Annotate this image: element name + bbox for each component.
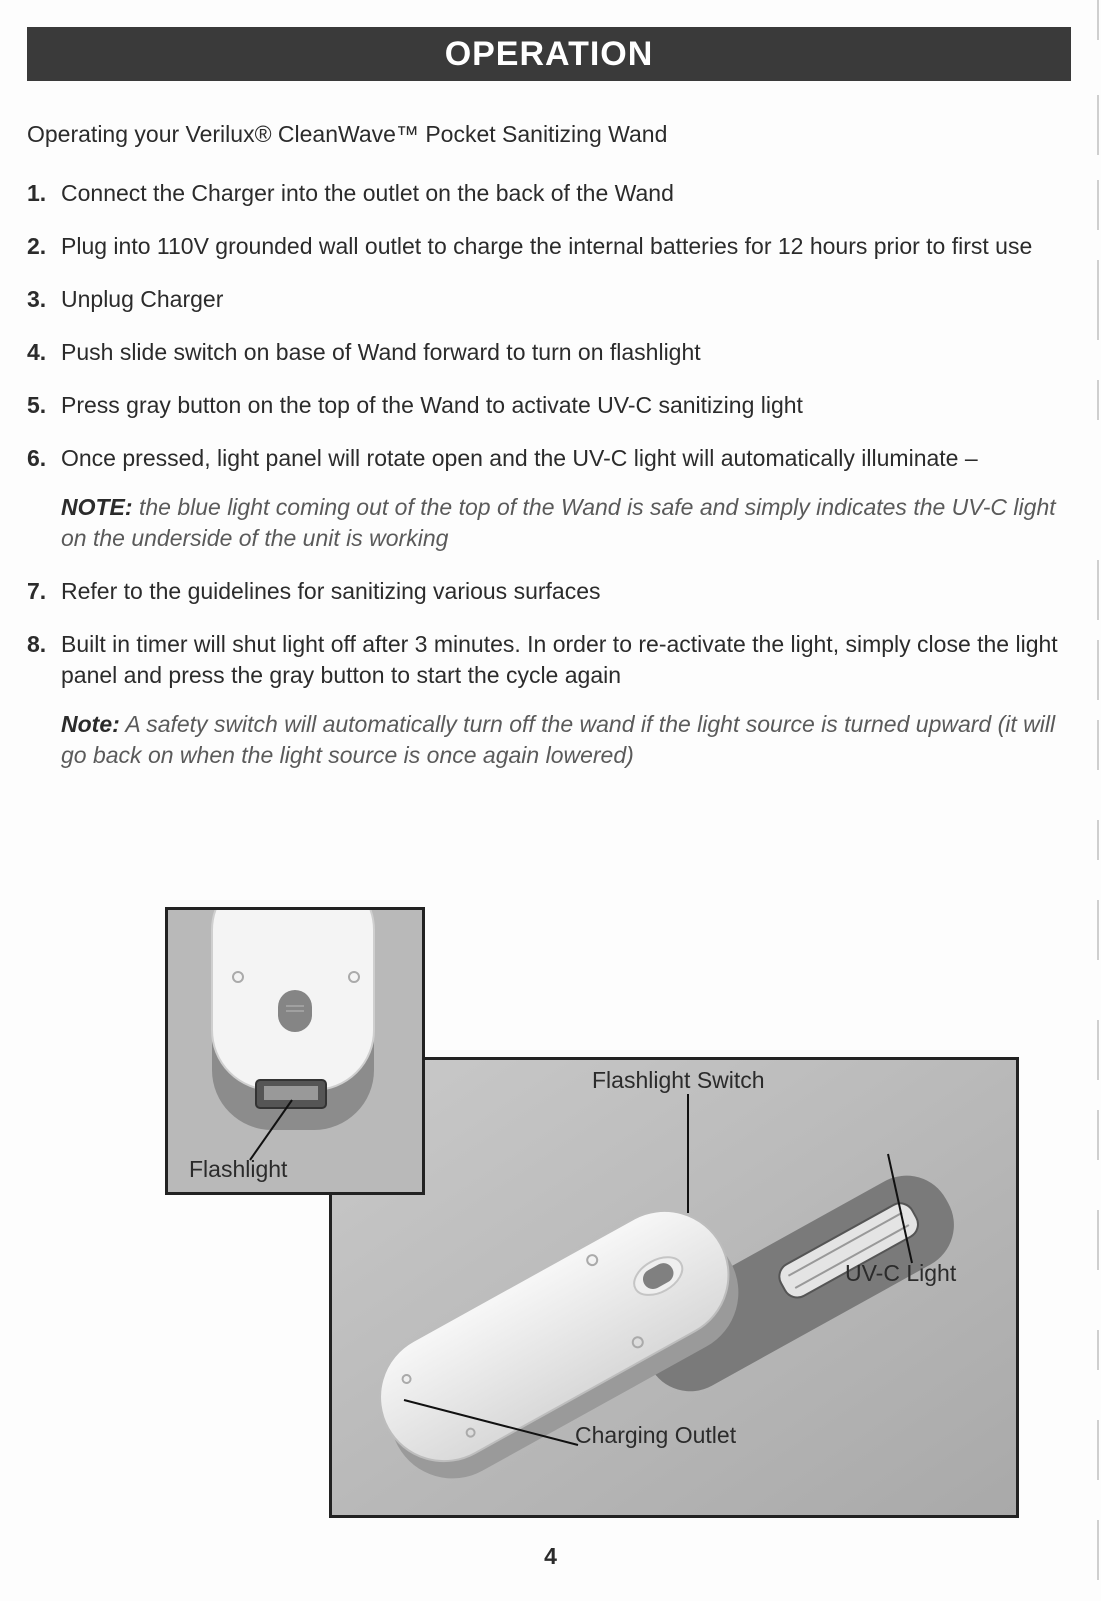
intro-text: Operating your Verilux® CleanWave™ Pocket Sanitizing Wand bbox=[27, 121, 668, 147]
note-label: NOTE: bbox=[61, 494, 133, 520]
section-header bbox=[27, 27, 1071, 81]
flashlight-switch-label: Flashlight Switch bbox=[592, 1067, 765, 1093]
list-item bbox=[27, 629, 1075, 691]
note-text: A safety switch will automatically turn off the wand if the light source is turned upward (it will go back on when the light source is once again lowered) bbox=[61, 711, 1056, 768]
step-number: 4. bbox=[27, 339, 47, 365]
step-text: Push slide switch on base of Wand forward to turn on flashlight bbox=[61, 339, 701, 365]
uvc-light-label: UV-C Light bbox=[845, 1260, 957, 1286]
note-blue-light bbox=[27, 492, 1075, 554]
section-title: OPERATION bbox=[444, 34, 654, 73]
note-safety-switch bbox=[27, 709, 1075, 771]
step-text: Unplug Charger bbox=[61, 286, 224, 312]
list-item bbox=[27, 443, 1075, 474]
list-item bbox=[27, 178, 1075, 209]
list-item bbox=[27, 576, 1075, 607]
step-number: 7. bbox=[27, 578, 47, 604]
flashlight-illustration bbox=[168, 910, 422, 1192]
step-number: 2. bbox=[27, 233, 47, 259]
steps-list bbox=[27, 178, 1075, 793]
list-item bbox=[27, 390, 1075, 421]
step-text: Refer to the guidelines for sanitizing various surfaces bbox=[61, 578, 601, 604]
note-label: Note: bbox=[61, 711, 120, 737]
step-text: Once pressed, light panel will rotate open and the UV-C light will automatically illuminate – bbox=[61, 445, 978, 471]
step-number: 1. bbox=[27, 180, 47, 206]
page-number: 4 bbox=[544, 1543, 557, 1569]
step-text: Connect the Charger into the outlet on the back of the Wand bbox=[61, 180, 674, 206]
charging-outlet-label: Charging Outlet bbox=[575, 1422, 737, 1448]
step-number: 6. bbox=[27, 445, 47, 471]
step-number: 3. bbox=[27, 286, 47, 312]
flashlight-photo bbox=[165, 907, 425, 1195]
list-item bbox=[27, 337, 1075, 368]
step-text: Press gray button on the top of the Wand to activate UV-C sanitizing light bbox=[61, 392, 803, 418]
step-text: Plug into 110V grounded wall outlet to charge the internal batteries for 12 hours prior to first use bbox=[61, 233, 1033, 259]
list-item bbox=[27, 231, 1075, 262]
flashlight-label: Flashlight bbox=[189, 1156, 288, 1182]
page-edge-marks bbox=[1095, 0, 1101, 1601]
wand-photo bbox=[329, 1057, 1019, 1518]
step-text: Built in timer will shut light off after 3 minutes. In order to re-activate the light, simply close the light panel and press the gray button to start the cycle again bbox=[61, 631, 1058, 688]
list-item bbox=[27, 284, 1075, 315]
note-text: the blue light coming out of the top of the Wand is safe and simply indicates the UV-C light on the underside of the unit is working bbox=[61, 494, 1056, 551]
step-number: 5. bbox=[27, 392, 47, 418]
step-number: 8. bbox=[27, 631, 47, 657]
